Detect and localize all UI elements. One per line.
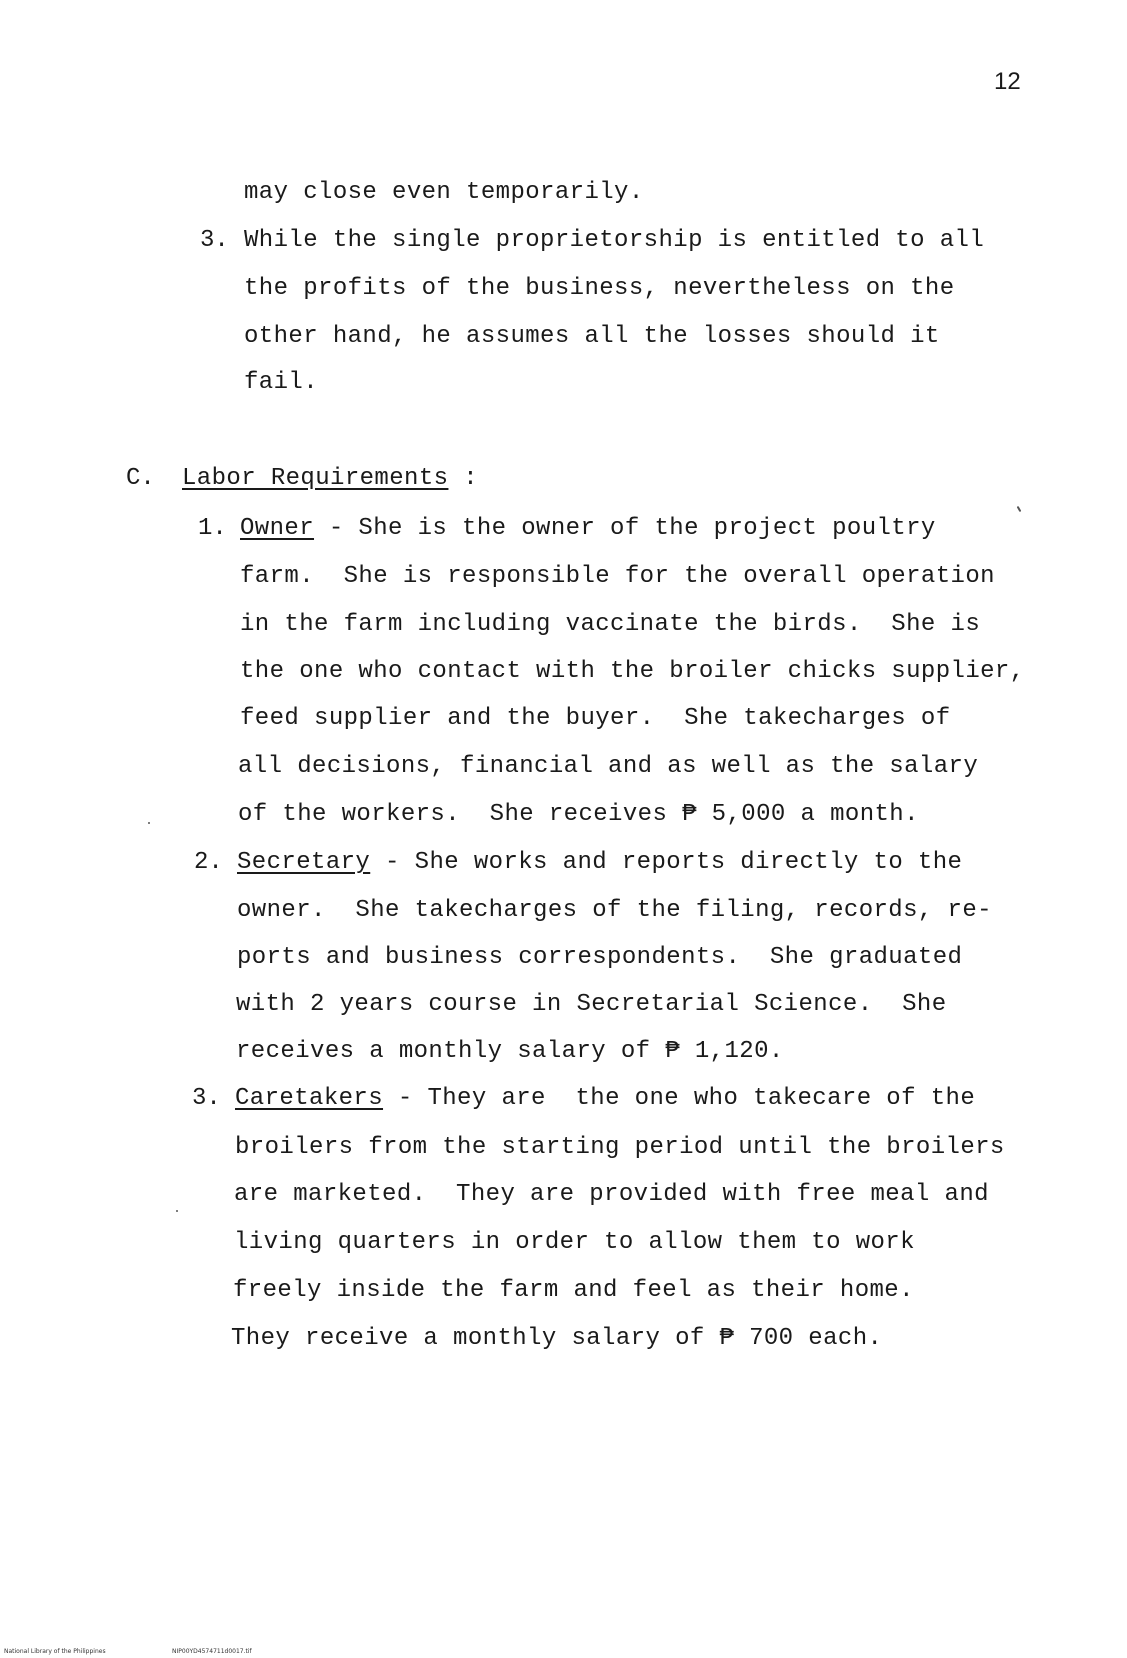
paragraph-line: fail. (244, 369, 319, 396)
secretary-term: Secretary (237, 849, 371, 876)
paragraph-line: the one who contact with the broiler chicks supplier, (240, 658, 1025, 685)
page-number: 12 (994, 68, 1021, 95)
item-marker: 3. (192, 1085, 221, 1112)
paragraph-line: freely inside the farm and feel as their home. (233, 1277, 914, 1304)
item-marker: 3. (200, 227, 229, 254)
section-title-suffix: : (448, 465, 479, 492)
item-marker: 2. (194, 849, 223, 876)
section-title: Labor Requirements (182, 465, 449, 492)
paragraph-line: receives a monthly salary of ₱ 1,120. (236, 1038, 784, 1065)
caretakers-term: Caretakers (235, 1085, 384, 1112)
item-text: - They are the one who takecare of the (383, 1085, 976, 1112)
paragraph-line: They receive a monthly salary of ₱ 700 each. (231, 1325, 883, 1352)
item-text: - She works and reports directly to the (370, 849, 963, 876)
item-owner-first-line (240, 514, 936, 544)
paragraph-line: broilers from the starting period until the broilers (235, 1134, 1005, 1161)
paragraph-line: the profits of the business, nevertheless on the (244, 275, 955, 302)
scan-speck (1017, 506, 1022, 512)
paragraph-line: all decisions, financial and as well as the salary (238, 753, 979, 780)
owner-term: Owner (240, 515, 315, 542)
paragraph-line: feed supplier and the buyer. She takecharges of (240, 705, 951, 732)
paragraph-line: living quarters in order to allow them to work (234, 1229, 915, 1256)
paragraph-line: owner. She takecharges of the filing, records, re- (237, 897, 992, 924)
scan-speck (148, 822, 150, 824)
paragraph-line: farm. She is responsible for the overall operation (240, 563, 995, 590)
paragraph-line: are marketed. They are provided with free meal and (234, 1181, 989, 1208)
footer-file: NIP00YD4574711d0017.tif (172, 1648, 252, 1655)
footer-library: National Library of the Philippines (4, 1648, 106, 1655)
section-marker: C. (126, 465, 155, 492)
section-heading (182, 464, 478, 494)
scan-speck (176, 1210, 178, 1212)
intro-continuation: may close even temporarily. (244, 179, 644, 206)
item-secretary-first-line (237, 848, 962, 878)
paragraph-line: with 2 years course in Secretarial Science. She (236, 991, 947, 1018)
item-text: - She is the owner of the project poultry (314, 515, 936, 542)
item-caretakers-first-line (235, 1084, 975, 1114)
item-marker: 1. (198, 515, 227, 542)
paragraph-line: in the farm including vaccinate the birds. She is (240, 611, 981, 638)
paragraph-line: ports and business correspondents. She graduated (237, 944, 963, 971)
paragraph-line: other hand, he assumes all the losses should it (244, 323, 940, 350)
paragraph-line: of the workers. She receives ₱ 5,000 a month. (238, 801, 919, 828)
paragraph-line: While the single proprietorship is entitled to all (244, 227, 985, 254)
